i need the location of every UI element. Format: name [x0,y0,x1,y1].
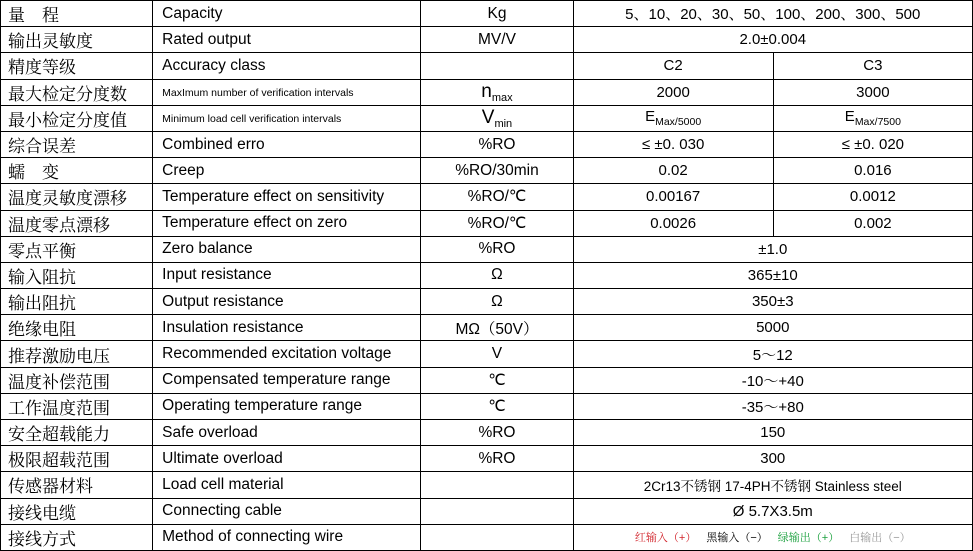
table-row [1,184,973,210]
table-row [1,79,973,105]
row-value: 5000 [573,315,972,341]
row-unit-symbol: n [481,80,492,102]
row-label-en: Rated output [153,27,421,53]
row-unit: %RO [421,236,573,262]
row-label-en: Insulation resistance [153,315,421,341]
row-label-cn: 接线方式 [1,524,153,550]
row-value: 2.0±0.004 [573,27,972,53]
table-row [1,420,973,446]
row-label-en: Load cell material [153,472,421,498]
row-label-cn: 精度等级 [1,53,153,79]
table-row [1,367,973,393]
row-unit: %RO [421,420,573,446]
row-label-cn: 最大检定分度数 [1,79,153,105]
row-label-en [153,79,421,105]
value-symbol: E [645,108,656,126]
table-row [1,446,973,472]
row-label-en: Method of connecting wire [153,524,421,550]
row-value-v2: 0.016 [773,158,972,184]
row-value: 300 [573,446,972,472]
table-row [1,289,973,315]
row-value-v1: C2 [573,53,773,79]
row-value-v1: 2000 [573,79,773,105]
table-row [1,315,973,341]
row-label-en: Accuracy class [153,53,421,79]
row-label-cn: 推荐激励电压 [1,341,153,367]
value-subscript: Max/5000 [655,116,702,129]
row-label-en-note: MaxImum number of verification intervals [162,87,354,100]
row-label-en: Creep [153,158,421,184]
row-label-en: Temperature effect on sensitivity [153,184,421,210]
table-row [1,53,973,79]
row-value [573,524,972,550]
row-unit [421,79,573,105]
row-value: -35～+80 [573,393,972,419]
row-value-v2: ≤ ±0. 020 [773,131,972,157]
row-unit: Kg [421,1,573,27]
row-value-v1 [573,105,773,131]
row-value: 365±10 [573,262,972,288]
row-label-en: Operating temperature range [153,393,421,419]
wire-label: 红输入（+） [634,532,697,545]
row-unit: %RO [421,446,573,472]
row-unit-subscript: max [491,91,513,104]
row-label-cn: 输入阻抗 [1,262,153,288]
table-row [1,105,973,131]
row-label-cn: 蠕 变 [1,158,153,184]
row-value: Ø 5.7X3.5m [573,498,972,524]
row-unit [421,524,573,550]
row-unit: MV/V [421,27,573,53]
row-unit [421,472,573,498]
row-label-en: Combined erro [153,131,421,157]
row-label-en-note: Minimum load cell verification intervals [162,113,342,126]
row-label-en: Safe overload [153,420,421,446]
row-label-en: Output resistance [153,289,421,315]
specification-table-body [1,1,973,551]
row-unit: V [421,341,573,367]
row-label-cn: 量 程 [1,1,153,27]
row-value: 150 [573,420,972,446]
table-row [1,262,973,288]
row-label-cn: 绝缘电阻 [1,315,153,341]
row-label-cn: 温度灵敏度漂移 [1,184,153,210]
row-value-v1: 0.0026 [573,210,773,236]
row-label-en: Ultimate overload [153,446,421,472]
row-unit-symbol: V [481,106,495,128]
table-row [1,158,973,184]
row-value: 5～12 [573,341,972,367]
row-label-cn: 最小检定分度值 [1,105,153,131]
row-value: -10～+40 [573,367,972,393]
row-value: 5、10、20、30、50、100、200、300、500 [573,1,972,27]
row-unit: %RO [421,131,573,157]
table-row [1,393,973,419]
row-label-en: Connecting cable [153,498,421,524]
row-label-cn: 输出阻抗 [1,289,153,315]
wire-label: 绿输出（+） [777,532,840,545]
row-unit: ℃ [421,367,573,393]
row-unit [421,105,573,131]
row-label-cn: 温度补偿范围 [1,367,153,393]
row-unit: ℃ [421,393,573,419]
row-value: 2Cr13不锈钢 17-4PH不锈钢 Stainless steel [573,472,972,498]
row-label-en: Zero balance [153,236,421,262]
row-unit: %RO/℃ [421,210,573,236]
table-row [1,210,973,236]
row-label-cn: 综合误差 [1,131,153,157]
row-value-v2: C3 [773,53,972,79]
row-label-cn: 温度零点漂移 [1,210,153,236]
table-row [1,498,973,524]
row-value: ±1.0 [573,236,972,262]
wire-label: 黑输入（−） [706,532,768,545]
row-value-v2 [773,105,972,131]
row-label-en: Input resistance [153,262,421,288]
row-unit: %RO/30min [421,158,573,184]
row-label-cn: 输出灵敏度 [1,27,153,53]
row-label-cn: 零点平衡 [1,236,153,262]
table-row [1,524,973,550]
wire-label: 白输出（−） [849,532,911,545]
row-value-v1: ≤ ±0. 030 [573,131,773,157]
row-value-v2: 0.0012 [773,184,972,210]
row-value-v2: 0.002 [773,210,972,236]
row-label-en [153,105,421,131]
row-unit: Ω [421,289,573,315]
row-label-cn: 安全超载能力 [1,420,153,446]
row-value-v1: 0.02 [573,158,773,184]
table-row [1,472,973,498]
value-subscript: Max/7500 [854,116,901,129]
row-label-en: Compensated temperature range [153,367,421,393]
row-label-cn: 极限超载范围 [1,446,153,472]
row-label-cn: 工作温度范围 [1,393,153,419]
row-value-v2: 3000 [773,79,972,105]
row-label-en: Capacity [153,1,421,27]
table-row [1,1,973,27]
row-unit: Ω [421,262,573,288]
row-value-v1: 0.00167 [573,184,773,210]
row-unit [421,53,573,79]
row-label-en: Temperature effect on zero [153,210,421,236]
value-symbol: E [844,108,855,126]
table-row [1,341,973,367]
row-value: 350±3 [573,289,972,315]
row-label-cn: 接线电缆 [1,498,153,524]
table-row [1,27,973,53]
row-unit: MΩ（50V） [421,315,573,341]
row-unit-subscript: min [494,117,513,130]
row-label-en: Recommended excitation voltage [153,341,421,367]
row-unit: %RO/℃ [421,184,573,210]
row-unit [421,498,573,524]
row-label-cn: 传感器材料 [1,472,153,498]
table-row [1,131,973,157]
table-row [1,236,973,262]
